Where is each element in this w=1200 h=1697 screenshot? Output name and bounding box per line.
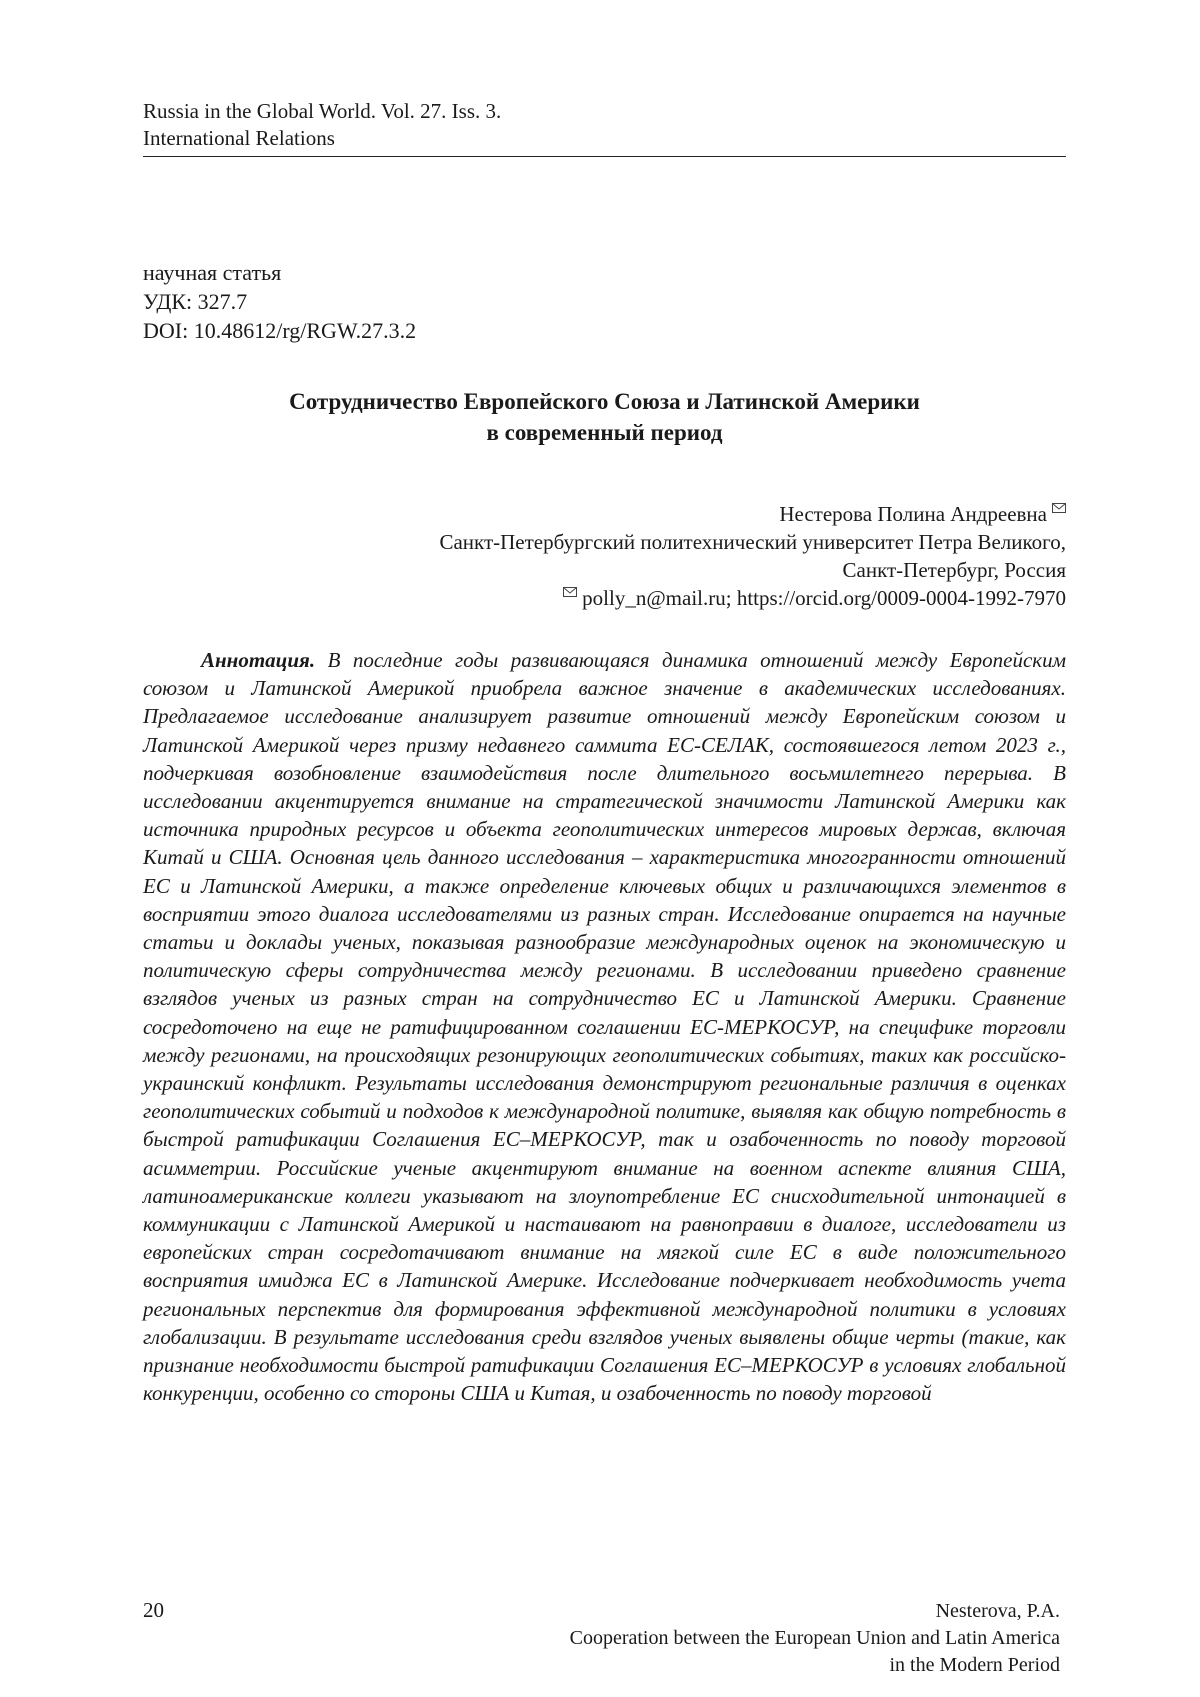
article-title-line-1: Сотрудничество Европейского Союза и Латинской Америки (143, 386, 1066, 417)
abstract (143, 646, 1066, 1407)
affiliation-line-2: Санкт-Петербург, Россия (143, 556, 1066, 584)
author-contacts: polly_n@mail.ru; https://orcid.org/0009-0004-1992-7970 (582, 586, 1066, 610)
abstract-text: В последние годы развивающаяся динамика отношений между Европейским союзом и Латинской Америкой приобрела важное значение в академических исследованиях. Предлагаемое исследование анализирует развитие отношений между Европейским союзом и Латинской Америкой через призму недавнего саммита ЕС-СЕЛАК, состоявшегося летом 2023 г., подчеркивая возобновление взаимодействия после длительного восьмилетнего перерыва. В исследовании акцентируется внимание на стратегической значимости Латинской Америки как источника природных ресурсов и объекта геополитических интересов мировых держав, включая Китай и США. Основная цель данного исследования – характеристика многогранности отношений ЕС и Латинской Америки, а также определение ключевых общих и различающихся элементов в восприятии этого диалога исследователями из разных стран. Исследование опирается на научные статьи и доклады ученых, показывая разнообразие международных оценок на экономическую и политическую сферы сотрудничества между регионами. В исследовании приведено сравнение взглядов ученых из разных стран на сотрудничество ЕС и Латинской Америки. Сравнение сосредоточено на еще не ратифицированном соглашении ЕС-МЕРКОСУР, на специфике торговли между регионами, на происходящих резонирующих геополитических событиях, таких как российско-украинский конфликт. Результаты исследования демонстрируют региональные различия в оценках геополитических событий и подходов к международной политике, выявляя как общую потребность в быстрой ратификации Соглашения ЕС–МЕРКОСУР, так и озабоченность по поводу торговой асимметрии. Российские ученые акцентируют внимание на военном аспекте влияния США, латиноамериканские коллеги указывают на злоупотребление ЕС снисходительной интонацией в коммуникации с Латинской Америкой и настаивают на равноправии в диалоге, исследователи из европейских стран сосредотачивают внимание на мягкой силе ЕС в виде положительного восприятия имиджа ЕС в Латинской Америке. Исследование подчеркивает необходимость учета региональных перспектив для формирования эффективной международной политики в условиях глобализации. В результате исследования среди взглядов ученых выявлены общие черты (такие, как признание необходимости быстрой ратификации Соглашения ЕС–МЕРКОСУР в условиях глобальной конкуренции, особенно со стороны США и Китая, и озабоченность по поводу торговой (143, 648, 1066, 1405)
article-meta (143, 258, 416, 345)
article-type: научная статья (143, 258, 416, 287)
affiliation-line-1: Санкт-Петербургский политехнический университет Петра Великого, (143, 528, 1066, 556)
journal-title: Russia in the Global World. Vol. 27. Iss. 3. (143, 98, 1066, 125)
page-number: 20 (143, 1598, 164, 1623)
author-name: Нестерова Полина Андреевна (779, 502, 1047, 526)
running-header (143, 98, 1066, 157)
author-block (143, 500, 1066, 612)
author-name-line (143, 500, 1066, 528)
article-title-line-2: в современный период (143, 417, 1066, 448)
article-title (143, 386, 1066, 448)
footer-title-line-2: in the Modern Period (400, 1652, 1060, 1679)
footer-title-line-1: Cooperation between the European Union and Latin America (400, 1625, 1060, 1652)
contacts-line (143, 584, 1066, 612)
doi: DOI: 10.48612/rg/RGW.27.3.2 (143, 316, 416, 345)
running-footer (400, 1598, 1060, 1679)
abstract-label: Аннотация. (201, 648, 315, 672)
journal-section: International Relations (143, 125, 1066, 152)
udk-code: УДК: 327.7 (143, 287, 416, 316)
footer-author: Nesterova, P.A. (400, 1598, 1060, 1625)
envelope-icon (563, 587, 577, 597)
abstract-paragraph (143, 646, 1066, 1407)
envelope-icon (1052, 503, 1066, 513)
